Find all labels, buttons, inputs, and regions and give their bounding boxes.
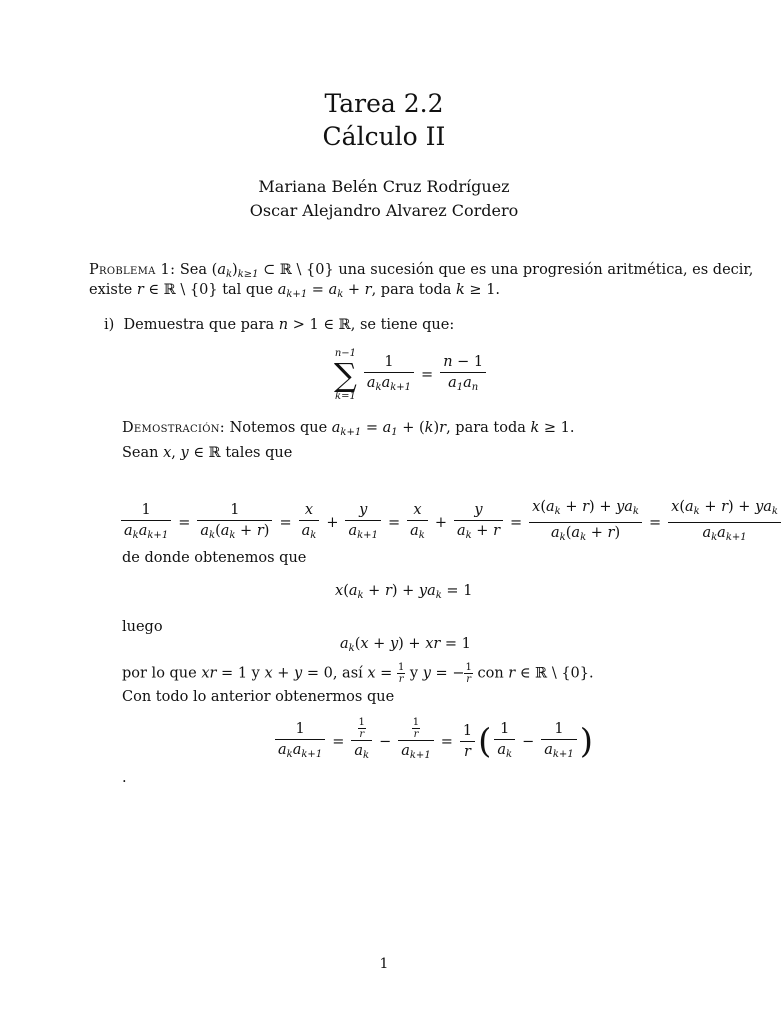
item-i-label: i) <box>104 317 115 333</box>
proof-line-3: de donde obtenemos que <box>122 550 307 566</box>
title-line-1: Tarea 2.2 <box>324 89 444 118</box>
page-number: 1 <box>379 956 389 972</box>
equation-final: $\frac{1}{a_ka_{k+1}}$ = $\frac{\frac{1}{r}}{a_k}$ − $\frac{\frac{1}{r}}{a_{k+1}}$ = $\frac{1}{r}$ ( $\frac{1}{a_k}$ − $\frac{1}{a_{k+1}}$ ) <box>272 717 593 766</box>
item-i: i) Demuestra que para n > 1 ∈ ℝ, se tiene que: <box>104 317 455 333</box>
equation-b: $a_k(x + y)$ + xr = 1 <box>340 636 471 654</box>
problem-label: Problema 1: <box>89 262 176 278</box>
author-1: Mariana Belén Cruz Rodríguez <box>258 177 510 196</box>
proof-line-1: Demostración: Notemos que $a_{k+1} = a_1 + (k)r$, para toda k ≥ 1. <box>122 420 575 438</box>
proof-line-2: Sean x, y ∈ ℝ tales que <box>122 445 293 461</box>
trailing-period: . <box>122 770 127 786</box>
problem-statement-line-1: Problema 1: Sea $(a_k)_{k\ge 1}$ ⊂ ℝ \ {0} una sucesión que es una progresión aritmética, es decir, <box>89 262 754 280</box>
title-line-2: Cálculo II <box>322 122 446 151</box>
problem-statement-line-2: existe r ∈ ℝ \ {0} tal que $a_{k+1} = a_k + r$, para toda k ≥ 1. <box>89 282 501 300</box>
proof-line-4: luego <box>122 619 163 635</box>
proof-line-5: por lo que xr = 1 y x + y = 0, así x = $\frac{1}{r}$ y y = − $\frac{1}{r}$ con r ∈ ℝ \ {0}. <box>122 662 594 685</box>
author-2: Oscar Alejandro Alvarez Cordero <box>249 201 519 220</box>
proof-label: Demostración: <box>122 420 225 436</box>
equation-partial-fractions: $\frac{1}{a_ka_{k+1}}$ = $\frac{1}{a_k(a_k + r)}$ = $\frac{x}{a_k}$ + $\frac{y}{a_{k+1}}$ = $\frac{x}{a_k}$ + $\frac{y}{a_k + r}$ = $\frac{x(a_k + r) + ya_k}{a_k(a_k + r)}$ = $\frac{x(a_k + r) + ya_k}{a_ka_{k+1}}$ <box>118 497 784 548</box>
equation-sum: n−1 ∑ k=1 $\frac{1}{a_ka_{k+1}}$ = $\frac{n - 1}{a_1a_n}$ <box>334 348 489 402</box>
proof-line-6: Con todo lo anterior obtenermos que <box>122 689 395 705</box>
equation-a: $x(a_k + r) + ya_k = 1$ <box>335 583 473 601</box>
